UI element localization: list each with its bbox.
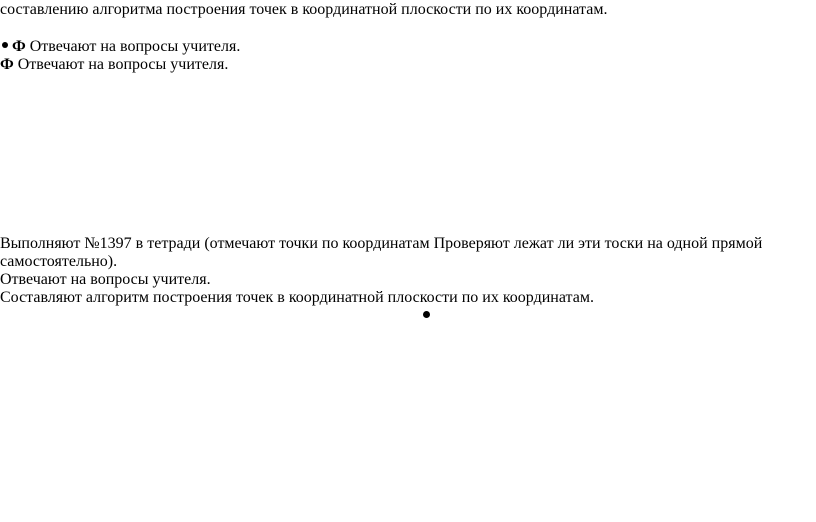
activity-line-2: самостоятельно). bbox=[0, 253, 118, 270]
bullet-dot-icon bbox=[2, 42, 8, 48]
item-text: Отвечают на вопросы учителя. bbox=[13, 56, 229, 73]
item-marker: Ф bbox=[12, 38, 26, 55]
bullet-list-item bbox=[0, 38, 240, 56]
list-item bbox=[0, 56, 228, 74]
top-text-line: составлению алгоритма построения точек в координатной плоскости по их координатам. bbox=[0, 1, 608, 18]
activity-line-3: Отвечают на вопросы учителя. bbox=[0, 271, 211, 288]
bullet-dot-icon bbox=[423, 311, 430, 318]
item-text: Отвечают на вопросы учителя. bbox=[25, 38, 241, 55]
item-marker: Ф bbox=[0, 56, 14, 73]
activity-line-4: Составляют алгоритм построения точек в координатной плоскости по их координатам. bbox=[0, 289, 594, 306]
activity-line-1: Выполняют №1397 в тетради (отмечают точки по координатам Проверяют лежат ли эти тоски на одной прямой bbox=[0, 235, 763, 252]
